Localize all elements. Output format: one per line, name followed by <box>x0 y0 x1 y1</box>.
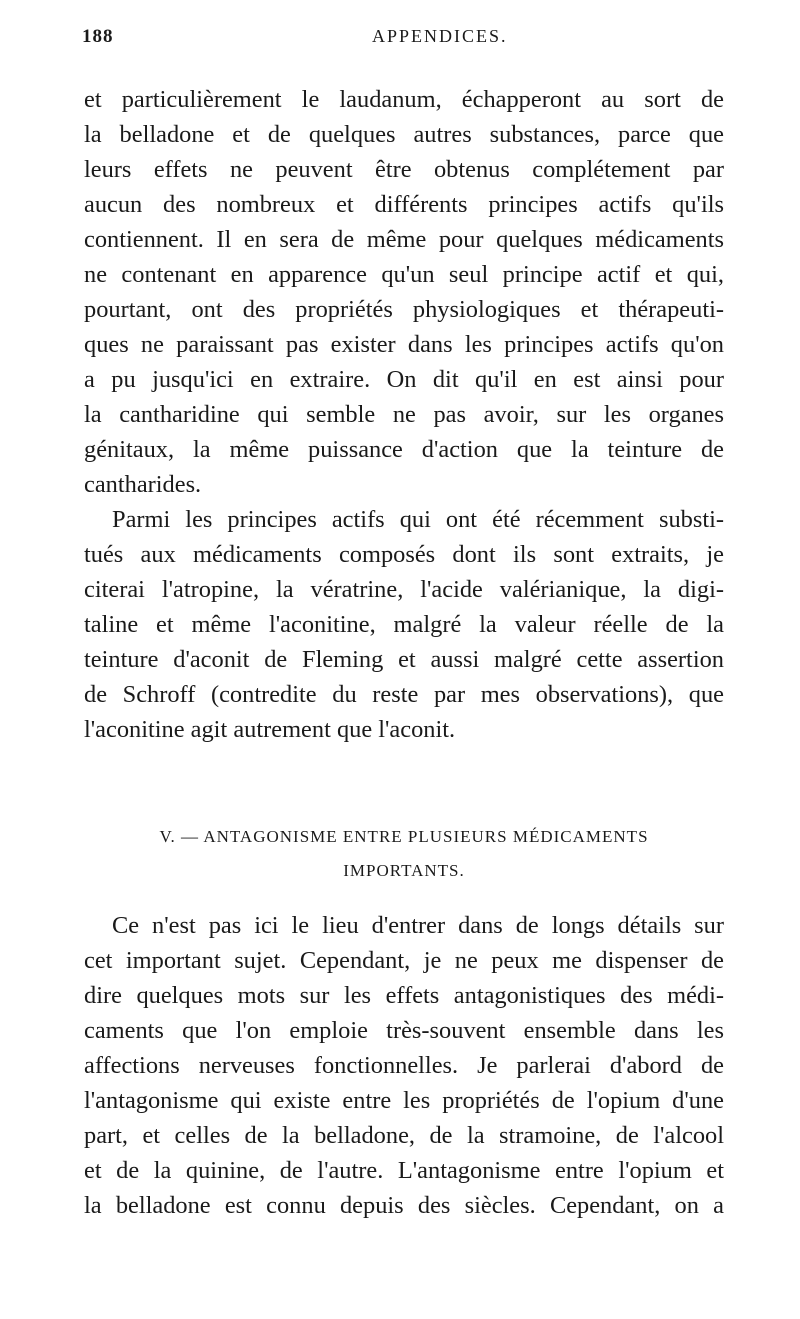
section-heading <box>84 820 724 888</box>
text-line: cantharides. <box>84 471 202 498</box>
text-line: l'aconitine agit autrement que l'aconit. <box>84 716 456 743</box>
text-line: a pu jusqu'ici en extraire. On dit qu'il en est ainsi pour <box>84 366 724 393</box>
paragraph-2 <box>84 502 724 747</box>
text-line: la belladone et de quelques autres substances, parce que <box>84 121 724 148</box>
text-line: la cantharidine qui semble ne pas avoir, sur les organes <box>84 401 724 428</box>
text-line: cet important sujet. Cependant, je ne peux me dispenser de <box>84 947 724 974</box>
text-line: ques ne paraissant pas exister dans les principes actifs qu'on <box>84 331 724 358</box>
text-line: part, et celles de la belladone, de la stramoine, de l'alcool <box>84 1122 724 1149</box>
text-line: la belladone est connu depuis des siècles. Cependant, on a <box>84 1192 724 1219</box>
text-line: dire quelques mots sur les effets antagonistiques des médi- <box>84 982 724 1009</box>
text-line: aucun des nombreux et différents principes actifs qu'ils <box>84 191 724 218</box>
section-heading-line: IMPORTANTS. <box>343 861 465 880</box>
text-line: pourtant, ont des propriétés physiologiques et thérapeuti- <box>84 296 724 323</box>
text-line: Parmi les principes actifs qui ont été récemment substi- <box>112 506 724 533</box>
text-line: affections nerveuses fonctionnelles. Je parlerai d'abord de <box>84 1052 724 1079</box>
text-line: ne contenant en apparence qu'un seul principe actif et qui, <box>84 261 724 288</box>
body-text-bottom <box>84 908 724 1223</box>
text-line: et de la quinine, de l'autre. L'antagonisme entre l'opium et <box>84 1157 724 1184</box>
text-line: caments que l'on emploie très-souvent ensemble dans les <box>84 1017 724 1044</box>
text-line: de Schroff (contredite du reste par mes observations), que <box>84 681 724 708</box>
text-line: taline et même l'aconitine, malgré la valeur réelle de la <box>84 611 724 638</box>
paragraph-1 <box>84 82 724 502</box>
text-line: contiennent. Il en sera de même pour quelques médicaments <box>84 226 724 253</box>
body-text-top <box>84 82 724 747</box>
text-line: et particulièrement le laudanum, échapperont au sort de <box>84 86 724 113</box>
text-line: Ce n'est pas ici le lieu d'entrer dans de longs détails sur <box>112 912 724 939</box>
running-head <box>82 26 722 56</box>
text-line: citerai l'atropine, la vératrine, l'acide valérianique, la digi- <box>84 576 724 603</box>
text-line: leurs effets ne peuvent être obtenus complétement par <box>84 156 724 183</box>
page-number: 188 <box>82 26 114 47</box>
paragraph-3 <box>84 908 724 1223</box>
text-line: tués aux médicaments composés dont ils sont extraits, je <box>84 541 724 568</box>
section-heading-line: V. — ANTAGONISME ENTRE PLUSIEURS MÉDICAMENTS <box>159 827 649 846</box>
running-title: APPENDICES. <box>372 26 508 46</box>
text-line: génitaux, la même puissance d'action que la teinture de <box>84 436 724 463</box>
text-line: l'antagonisme qui existe entre les propriétés de l'opium d'une <box>84 1087 724 1114</box>
text-line: teinture d'aconit de Fleming et aussi malgré cette assertion <box>84 646 724 673</box>
